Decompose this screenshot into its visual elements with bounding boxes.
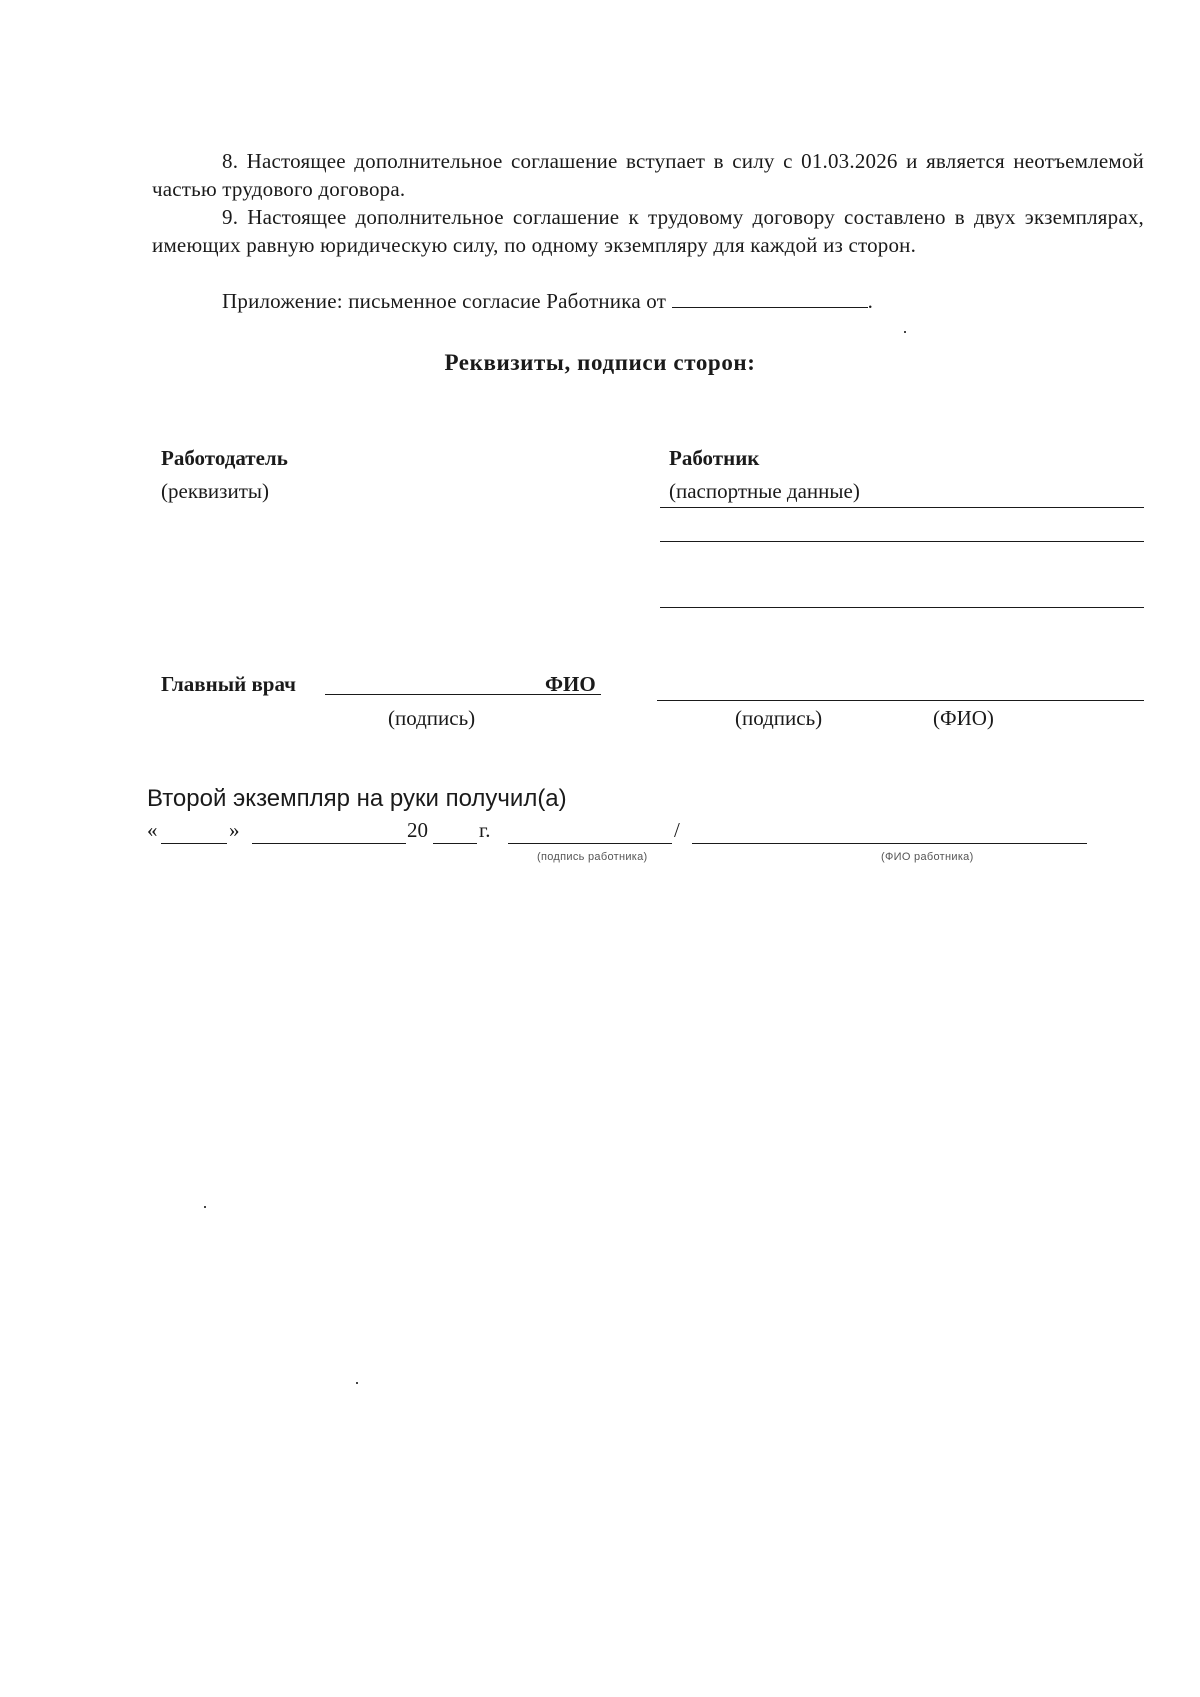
employee-details-line-3[interactable] bbox=[660, 607, 1144, 608]
receipt-fio-line[interactable] bbox=[692, 843, 1087, 844]
receipt-year-suffix: г. bbox=[479, 818, 491, 842]
employee-details-line-1[interactable] bbox=[660, 507, 1144, 508]
receipt-fio-caption: (ФИО работника) bbox=[881, 851, 974, 863]
employee-title: Работник bbox=[669, 446, 760, 470]
receipt-signature-caption: (подпись работника) bbox=[537, 851, 648, 863]
attachment-text: Приложение: письменное согласие Работника от bbox=[222, 289, 667, 313]
receipt-signature-line[interactable] bbox=[508, 843, 672, 844]
employer-details: (реквизиты) bbox=[161, 479, 269, 503]
receipt-quote-close: » bbox=[229, 818, 240, 842]
employee-signature-line[interactable] bbox=[657, 700, 1144, 701]
paragraph-8: 8. Настоящее дополнительное соглашение вступает в силу с 01.03.2026 и является неотъемлемой частью трудового договора. bbox=[152, 149, 1144, 201]
attachment-date-blank[interactable] bbox=[672, 287, 868, 308]
employer-title: Работодатель bbox=[161, 446, 288, 470]
paragraph-9: 9. Настоящее дополнительное соглашение к трудовому договору составлено в двух экземплярах, имеющих равную юридическую силу, по одному экземпляру для каждой из сторон. bbox=[152, 205, 1144, 257]
receipt-slash: / bbox=[674, 818, 680, 842]
section-heading: Реквизиты, подписи сторон: bbox=[444, 350, 756, 375]
receipt-title: Второй экземпляр на руки получил(а) bbox=[147, 785, 567, 812]
scan-speck bbox=[356, 1382, 358, 1384]
receipt-day-blank[interactable] bbox=[161, 843, 227, 844]
employee-signature-caption: (подпись) bbox=[735, 706, 823, 730]
receipt-month-blank[interactable] bbox=[252, 843, 406, 844]
scan-speck bbox=[904, 331, 906, 333]
employer-fio: ФИО bbox=[545, 672, 596, 696]
employee-details: (паспортные данные) bbox=[669, 479, 860, 503]
attachment-line: Приложение: письменное согласие Работника от . bbox=[222, 289, 874, 313]
receipt-year-blank[interactable] bbox=[433, 843, 477, 844]
employee-fio-caption: (ФИО) bbox=[933, 706, 994, 730]
receipt-year-prefix: 20 bbox=[407, 818, 428, 842]
receipt-quote-open: « bbox=[147, 818, 158, 842]
scan-speck bbox=[204, 1206, 206, 1208]
employer-signature-caption: (подпись) bbox=[388, 706, 476, 730]
employer-position: Главный врач bbox=[161, 672, 296, 696]
employee-details-line-2[interactable] bbox=[660, 541, 1144, 542]
